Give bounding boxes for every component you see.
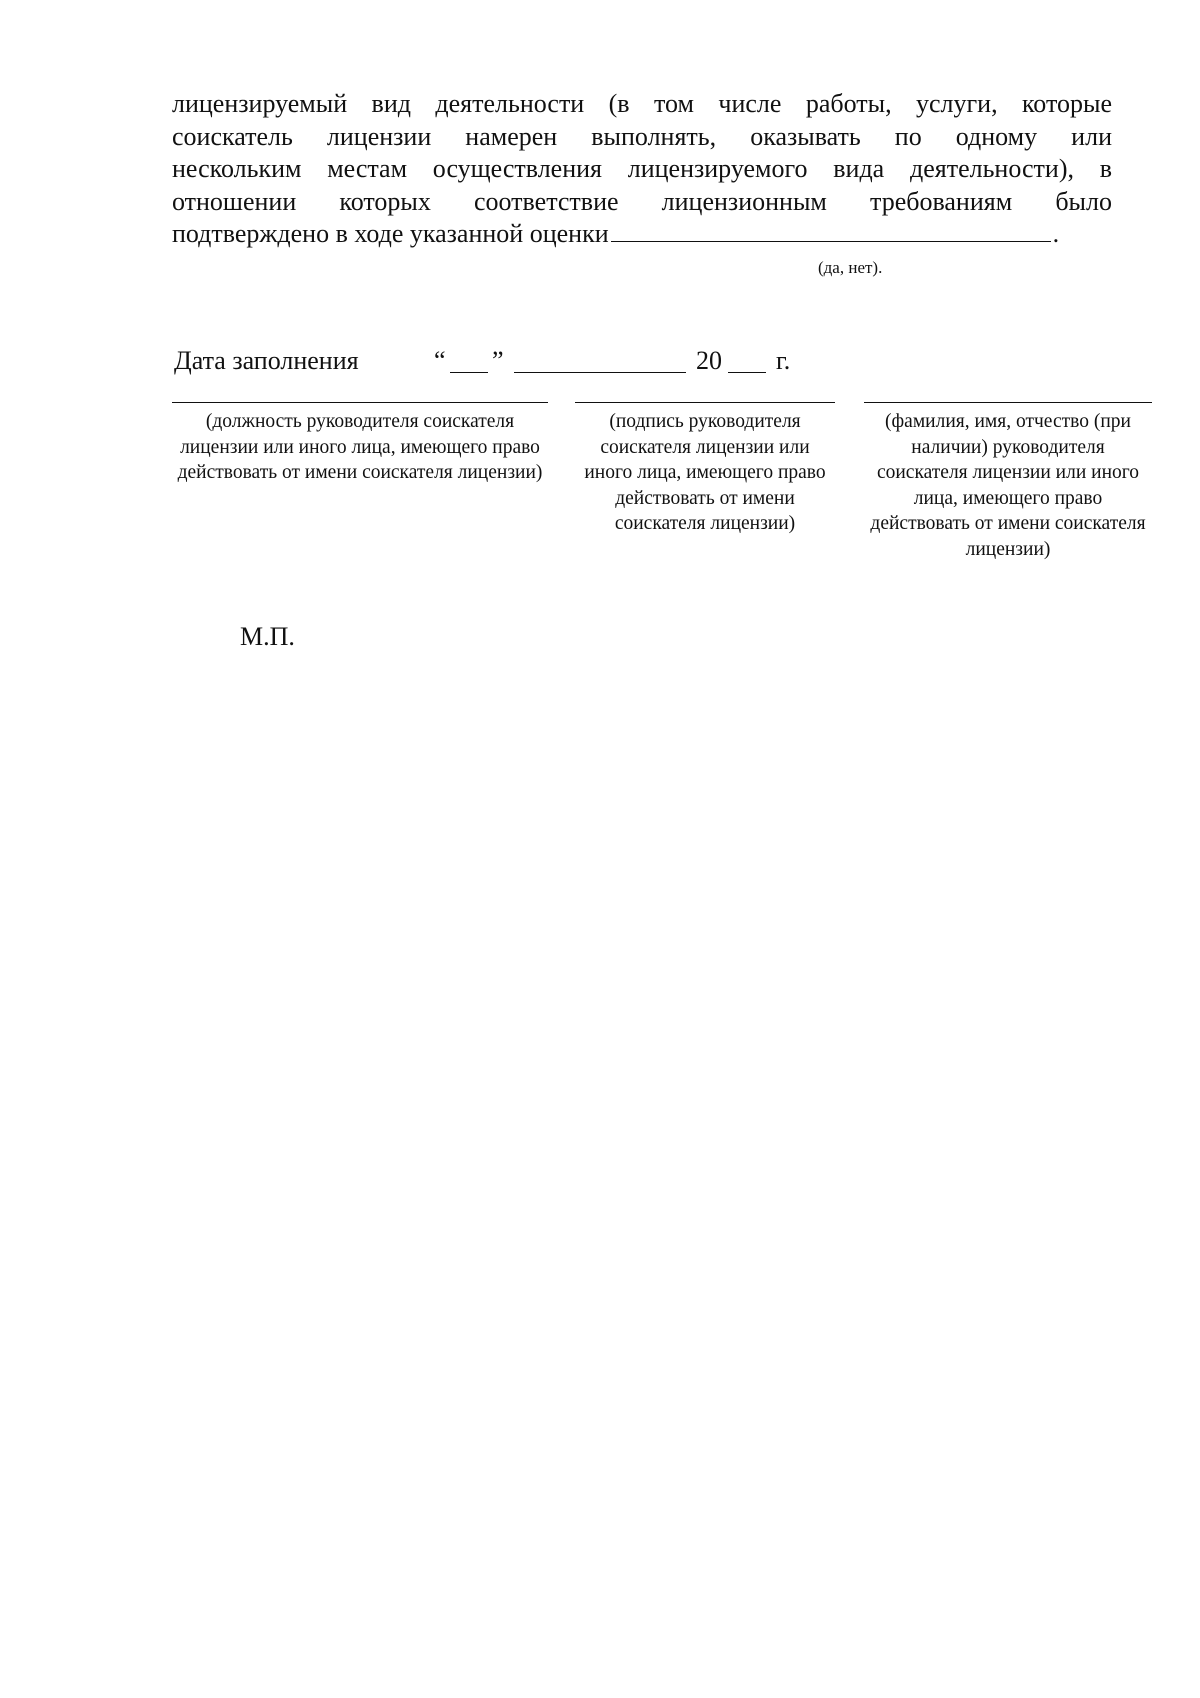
day-close-quote: ”: [492, 346, 504, 375]
stamp-place-label: М.П.: [240, 622, 295, 651]
paragraph-line: соискатель лицензии намерен выполнять, оказывать по одному или: [172, 121, 1112, 151]
day-open-quote: “: [434, 346, 446, 375]
signature-block: [575, 402, 835, 537]
yes-no-hint: (да, нет).: [818, 258, 883, 277]
yes-no-answer-field[interactable]: [611, 219, 1051, 242]
day-field[interactable]: [450, 372, 488, 373]
year-prefix: 20: [696, 346, 722, 375]
license-activity-paragraph: [172, 88, 1112, 251]
year-field[interactable]: [728, 372, 766, 373]
paragraph-line: нескольким местам осуществления лицензируемого вида деятельности), в: [172, 154, 1112, 183]
paragraph-line: лицензируемый вид деятельности (в том числе работы, услуги, которые: [172, 89, 1112, 118]
paragraph-last-line-text: подтверждено в ходе указанной оценки: [172, 219, 609, 248]
year-suffix: г.: [776, 346, 791, 375]
signature-caption: (подпись руководителя соискателя лицензии или иного лица, имеющего право действовать от имени соискателя лицензии): [584, 411, 826, 534]
month-field[interactable]: [514, 372, 686, 373]
full-name-field[interactable]: [864, 402, 1152, 403]
paragraph-line: отношении которых соответствие лицензионным требованиям было: [172, 186, 1112, 216]
signature-field[interactable]: [575, 402, 835, 403]
paragraph-last-line: [172, 218, 1112, 251]
fill-date-row: [174, 346, 1074, 382]
paragraph-end-punctuation: .: [1052, 219, 1060, 248]
full-name-caption: (фамилия, имя, отчество (при наличии) руководителя соискателя лицензии или иного лица, имеющего право действовать от имени соискателя лицензии): [870, 411, 1146, 560]
position-signature-block: [172, 402, 548, 486]
position-field[interactable]: [172, 402, 548, 403]
position-caption: (должность руководителя соискателя лицензии или иного лица, имеющего право действовать от имени соискателя лицензии): [177, 411, 543, 483]
fill-date-label: Дата заполнения: [174, 346, 359, 375]
full-name-block: [864, 402, 1152, 562]
